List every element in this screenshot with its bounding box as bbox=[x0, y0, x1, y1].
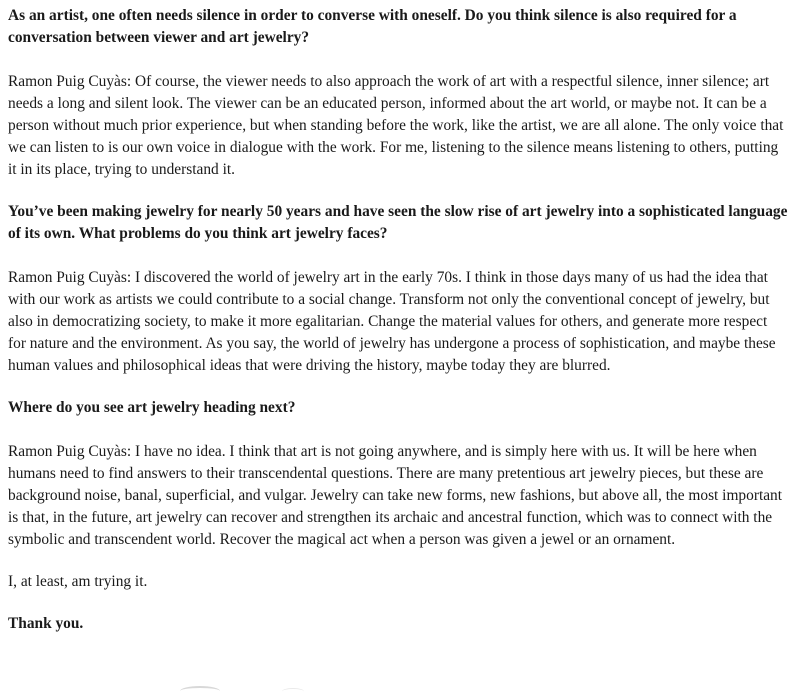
closing-remark: I, at least, am trying it. bbox=[8, 573, 148, 590]
interview-question-1: As an artist, one often needs silence in order to converse with oneself. Do you think silence is also required for a conversation between viewer and art jewelry? bbox=[8, 7, 737, 46]
interview-question-3: Where do you see art jewelry heading next? bbox=[8, 399, 296, 416]
interview-answer-2: Ramon Puig Cuyàs: I discovered the world of jewelry art in the early 70s. I think in those days many of us had the idea that with our work as artists we could contribute to a social change. Transform not only the conventional concept of jewelry, but also in democratizing society, to make it more egalitarian. Change the material values for others, and generate more respect for nature and the environment. As you say, the world of jewelry has undergone a process of sophistication, and maybe these human values and philosophical ideas that were driving the history, maybe today they are blurred. bbox=[8, 269, 776, 374]
interview-question-2: You’ve been making jewelry for nearly 50 years and have seen the slow rise of art jewelry into a sophisticated language of its own. What problems do you think art jewelry faces? bbox=[8, 203, 788, 242]
closing-thanks: Thank you. bbox=[8, 615, 84, 632]
interview-answer-3: Ramon Puig Cuyàs: I have no idea. I think that art is not going anywhere, and is simply here with us. It will be here when humans need to find answers to their transcendental questions. There are many pretentious art jewelry pieces, but these are background noise, banal, superficial, and vulgar. Jewelry can take new forms, new fashions, but above all, the most important is that, in the future, art jewelry can recover and strengthen its archaic and ancestral function, which was to connect with the symbolic and transcendent world. Recover the magical act when a person was given a jewel or an ornament. bbox=[8, 443, 783, 548]
interview-answer-1: Ramon Puig Cuyàs: Of course, the viewer needs to also approach the work of art with a respectful silence, inner silence; art needs a long and silent look. The viewer can be an educated person, informed about the art world, or maybe not. It can be a person without much prior experience, but when standing before the work, like the artist, we are all alone. The only voice that we can listen to is our own voice in dialogue with the work. For me, listening to the silence means listening to others, putting it in its place, trying to understand it. bbox=[8, 73, 784, 178]
cropped-image-fragment bbox=[180, 686, 220, 696]
interview-article bbox=[8, 5, 788, 635]
